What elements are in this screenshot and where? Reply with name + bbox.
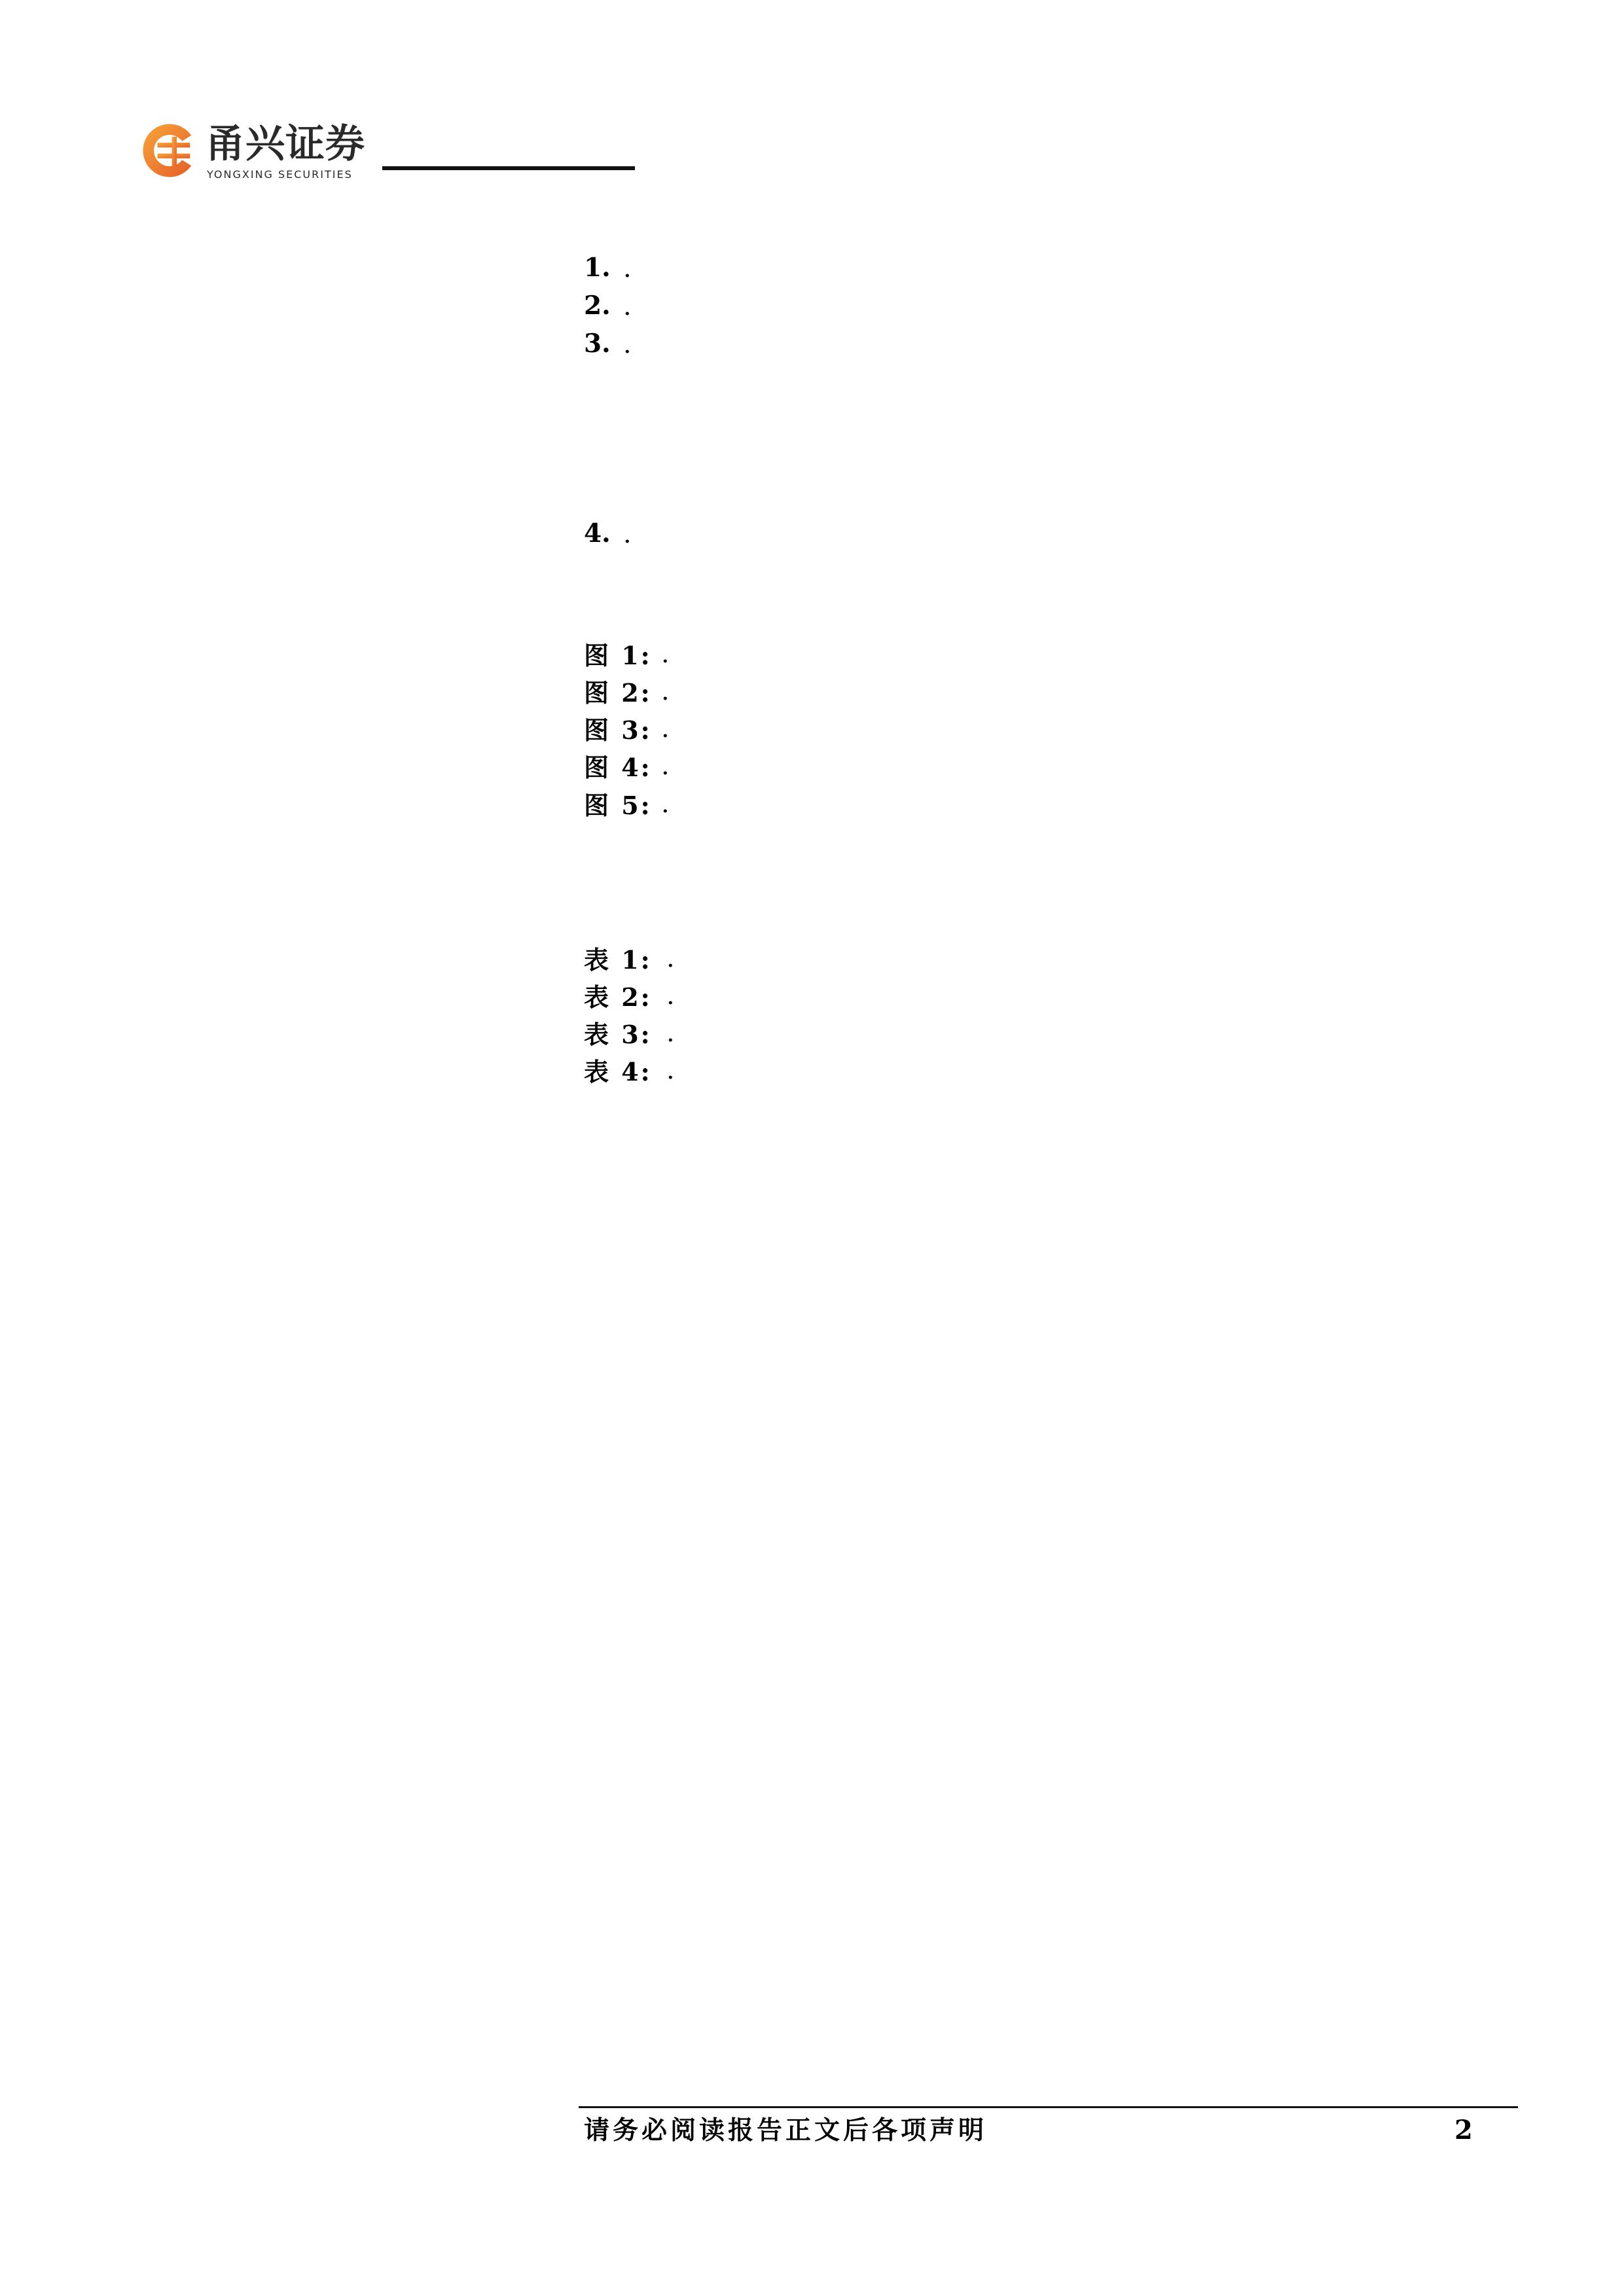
table-entry-4[interactable]	[584, 1050, 1512, 1088]
dot-leader	[668, 1001, 674, 1005]
logo-mark-icon	[139, 118, 200, 183]
dot-leader	[668, 1038, 674, 1042]
dot-leader	[624, 312, 631, 315]
toc-entry-number: 4.	[584, 518, 611, 548]
dot-leader	[624, 539, 631, 543]
logo-company-name-en: YONGXING SECURITIES	[207, 168, 353, 181]
dot-leader	[668, 1075, 674, 1079]
figure-entry-label: 图 2:	[584, 677, 652, 708]
table-entry-label: 表 3:	[584, 1019, 652, 1049]
footer-divider	[579, 2106, 1518, 2108]
figure-entry-label: 图 5:	[584, 790, 652, 820]
dot-leader	[662, 696, 669, 700]
table-entry-page	[678, 0, 1624, 2217]
dot-leader	[662, 771, 669, 775]
table-entry-label: 表 2:	[584, 982, 652, 1012]
logo-company-name: 甬兴证券	[206, 121, 365, 167]
figure-entry-label: 图 3:	[584, 715, 652, 745]
company-logo-icon	[139, 118, 200, 183]
toc-entry-number: 3.	[584, 329, 611, 359]
dot-leader	[668, 963, 674, 967]
dot-leader	[662, 809, 669, 813]
table-entry-label: 表 4:	[584, 1056, 652, 1086]
table-entry-label: 表 1:	[584, 944, 652, 975]
toc-entry-number: 2.	[584, 291, 611, 321]
figure-entry-label: 图 1:	[584, 640, 652, 670]
dot-leader	[662, 659, 669, 663]
toc-entry-number: 1.	[584, 253, 611, 283]
footer-disclaimer: 请务必阅读报告正文后各项声明	[584, 2115, 988, 2145]
page-number: 2	[1454, 2115, 1473, 2145]
dot-leader	[662, 734, 669, 738]
dot-leader	[624, 350, 631, 353]
dot-leader	[624, 274, 631, 278]
figure-entry-label: 图 4:	[584, 752, 652, 782]
